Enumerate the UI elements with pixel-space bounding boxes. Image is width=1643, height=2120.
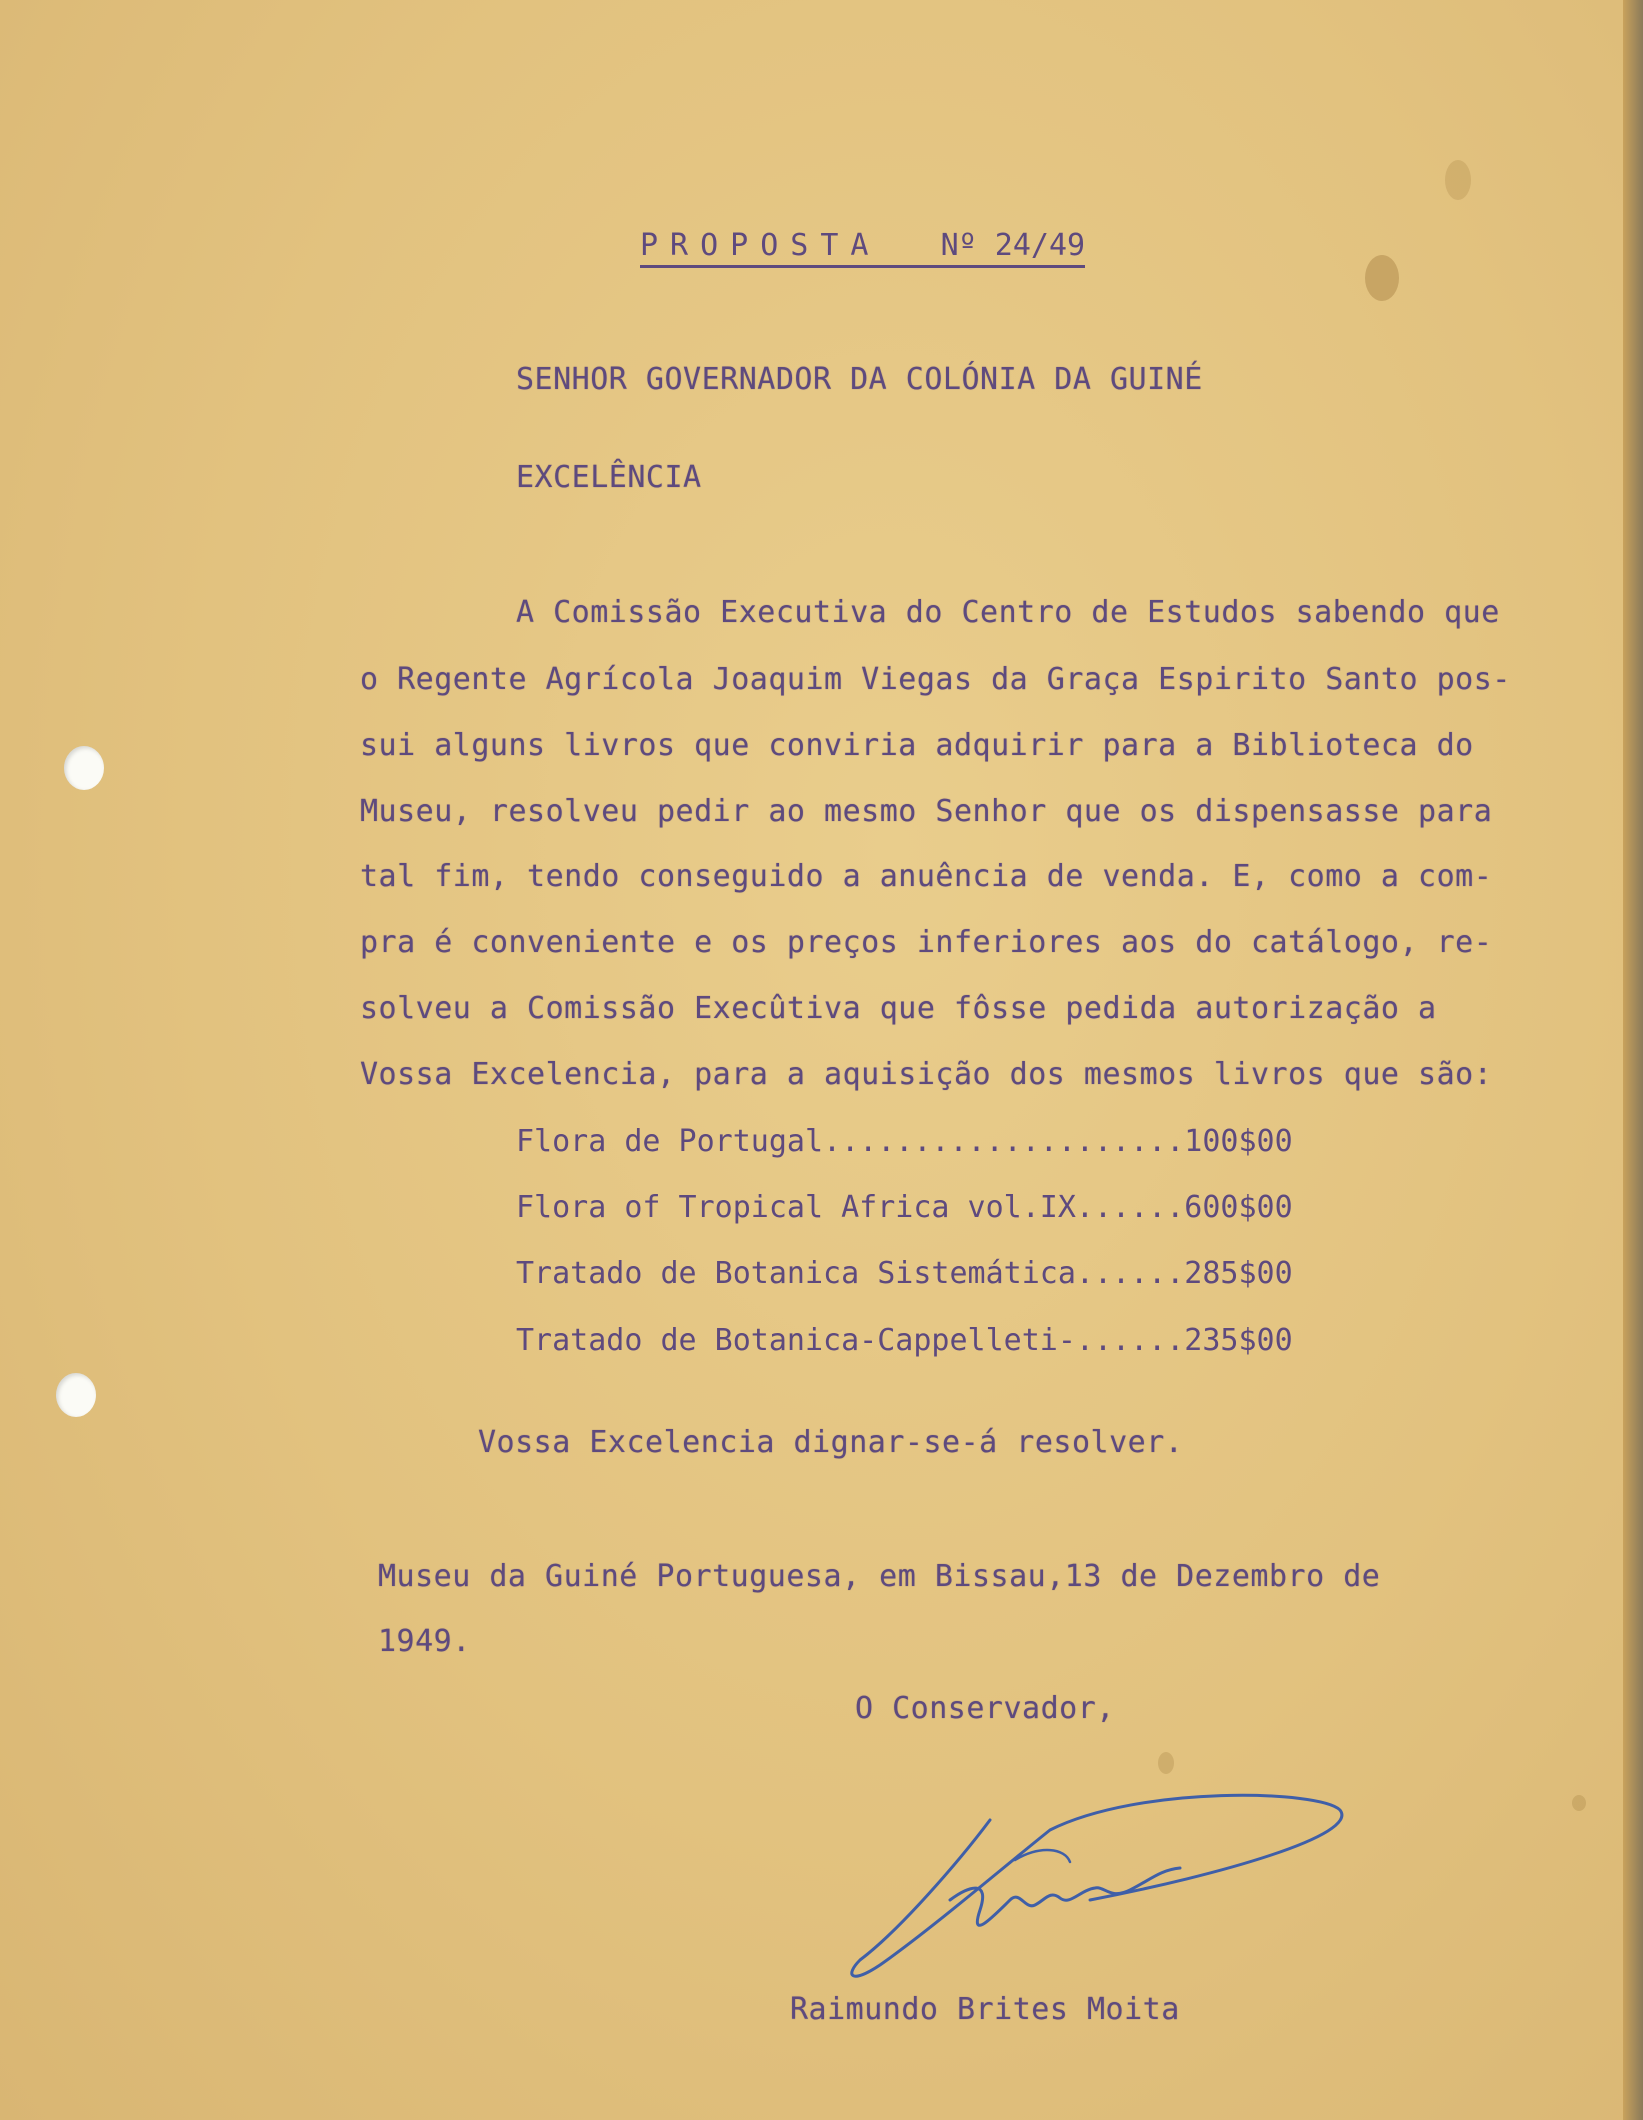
place-date-line: Museu da Guiné Portuguesa, em Bissau,13 de Dezembro de — [378, 1559, 1381, 1594]
book-price-line: Tratado de Botanica Sistemática......285$00 — [516, 1256, 1293, 1291]
signatory-name: Raimundo Brites Moita — [790, 1992, 1180, 2027]
punch-hole-top — [64, 746, 104, 790]
addressee: SENHOR GOVERNADOR DA COLÓNIA DA GUINÉ — [516, 362, 1203, 397]
body-line: A Comissão Executiva do Centro de Estudos sabendo que — [516, 595, 1500, 630]
body-line: o Regente Agrícola Joaquim Viegas da Graça Espirito Santo pos- — [360, 662, 1511, 697]
book-price-line: Flora of Tropical Africa vol.IX......600$00 — [516, 1190, 1293, 1225]
salutation: EXCELÊNCIA — [516, 460, 702, 495]
closing-line: Vossa Excelencia dignar-se-á resolver. — [478, 1425, 1184, 1460]
stain-mark — [1572, 1795, 1586, 1811]
proposal-title — [640, 228, 1085, 268]
body-line: sui alguns livros que conviria adquirir para a Biblioteca do — [360, 728, 1474, 763]
body-line: solveu a Comissão Execûtiva que fôsse pedida autorização a — [360, 991, 1437, 1026]
body-line: Museu, resolveu pedir ao mesmo Senhor que os dispensasse para — [360, 794, 1493, 829]
book-price-line: Tratado de Botanica-Cappelleti-......235$00 — [516, 1323, 1293, 1358]
body-line: Vossa Excelencia, para a aquisição dos mesmos livros que são: — [360, 1057, 1493, 1092]
punch-hole-bottom — [56, 1373, 96, 1417]
book-price-line: Flora de Portugal....................100$00 — [516, 1124, 1293, 1159]
body-line: pra é conveniente e os preços inferiores aos do catálogo, re- — [360, 925, 1493, 960]
proposal-title-label: PROPOSTA — [640, 228, 881, 263]
place-date-year: 1949. — [378, 1624, 471, 1659]
proposal-number: Nº 24/49 — [940, 228, 1086, 263]
handwritten-signature — [840, 1790, 1360, 1990]
body-line: tal fim, tendo conseguido a anuência de venda. E, como a com- — [360, 859, 1493, 894]
stain-mark — [1158, 1752, 1174, 1774]
signatory-title: O Conservador, — [855, 1691, 1115, 1726]
page-edge-shadow — [1623, 0, 1643, 2120]
stain-mark — [1365, 255, 1399, 301]
stain-mark — [1445, 160, 1471, 200]
